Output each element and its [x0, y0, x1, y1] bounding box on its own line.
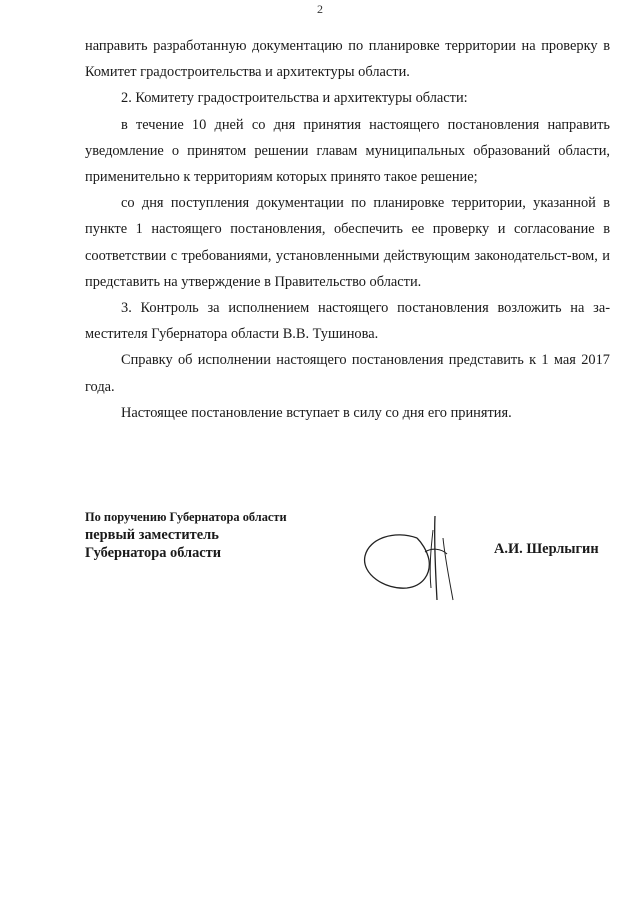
- paragraph-notification: в течение 10 дней со дня принятия настоящего постановления направить уведомление о принятом решении главам муниципальных образований области, применительно к территориям которых принято такое решение;: [85, 116, 610, 186]
- page-number: 2: [317, 2, 323, 16]
- signature-line-on-behalf: По поручению Губернатора области: [85, 510, 287, 524]
- signatory-name: А.И. Шерлыгин: [494, 541, 599, 557]
- paragraph-report-deadline: Справку об исполнении настоящего постановления представить к 1 мая 2017 года.: [85, 352, 610, 395]
- paragraph-effective-date: Настоящее постановление вступает в силу со дня его принятия.: [121, 404, 512, 421]
- signature-line-title: Губернатора области: [85, 545, 222, 561]
- handwritten-signature: [355, 508, 465, 608]
- paragraph-item-2-heading: 2. Комитету градостроительства и архитектуры области:: [121, 90, 468, 107]
- paragraph-direct-documentation: направить разработанную документацию по планировке территории на проверку в Комитет градостроительства и архитектуры области.: [85, 38, 610, 81]
- document-body: [85, 33, 610, 426]
- paragraph-item-3-control: 3. Контроль за исполнением настоящего постановления возложить на за-местителя Губернатора области В.В. Тушинова.: [85, 300, 610, 343]
- paragraph-review-approval: со дня поступления документации по планировке территории, указанной в пункте 1 настоящего постановления, обеспечить ее проверку и согласование в соответствии с требованиями, установленными действующим законодательст-вом, и представить на утверждение в Правительство области.: [85, 195, 610, 290]
- signature-line-position: первый заместитель: [85, 527, 219, 543]
